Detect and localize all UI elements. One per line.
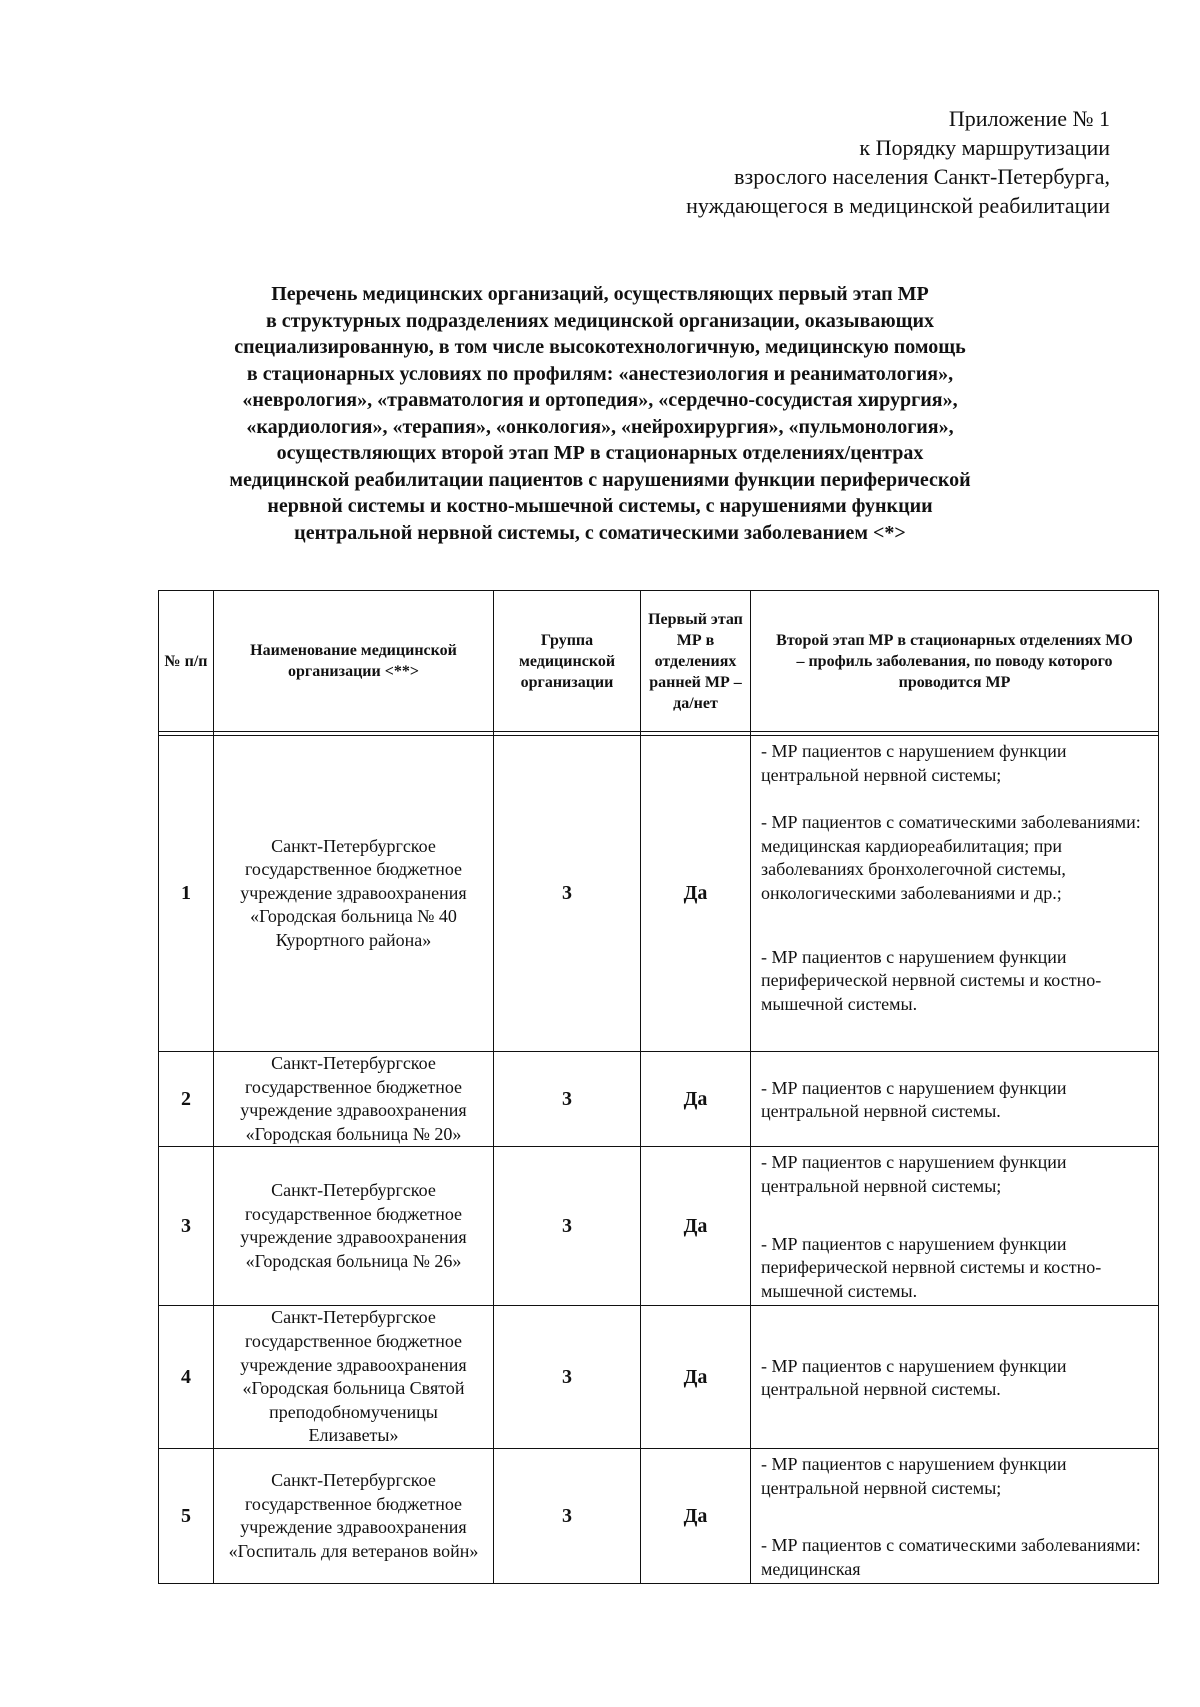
row-second-stage bbox=[751, 1448, 1159, 1583]
stage-item: - МР пациентов с нарушением функции центральной нервной системы. bbox=[761, 1355, 1067, 1400]
title-line: в структурных подразделениях медицинской организации, оказывающих bbox=[265, 309, 935, 332]
stage-item: - МР пациентов с нарушением функции центральной нервной системы. bbox=[761, 1077, 1067, 1122]
row-org: Санкт-Петербургское государственное бюджетное учреждение здравоохранения «Городская больница № 26» bbox=[214, 1147, 494, 1306]
title-line: нервной системы и костно-мышечной системы, с нарушениями функции bbox=[267, 495, 933, 517]
stage-item: - МР пациентов с соматическими заболеваниями: медицинская кардиореабилитация; при заболеваниях бронхолегочной системы, онкологическими заболеваниями и др.; bbox=[761, 812, 1141, 903]
header-second-stage: Второй этап МР в стационарных отделениях МО – профиль заболевания, по поводу которого проводится МР bbox=[751, 591, 1159, 732]
row-group: 3 bbox=[494, 1052, 641, 1147]
row-second-stage bbox=[751, 1147, 1159, 1306]
title-line: медицинской реабилитации пациентов с нарушениями функции периферической bbox=[229, 468, 971, 491]
row-first-stage: Да bbox=[641, 1052, 751, 1147]
appendix-header bbox=[686, 104, 1110, 220]
document-title bbox=[150, 281, 1050, 546]
row-first-stage: Да bbox=[641, 1448, 751, 1583]
row-num: 2 bbox=[159, 1052, 214, 1147]
row-group: 3 bbox=[494, 1306, 641, 1449]
stage-item: - МР пациентов с нарушением функции центральной нервной системы; bbox=[761, 1453, 1067, 1498]
row-first-stage: Да bbox=[641, 1306, 751, 1449]
row-first-stage: Да bbox=[641, 1147, 751, 1306]
appendix-line: нуждающегося в медицинской реабилитации bbox=[686, 193, 1110, 218]
header-first-stage: Первый этап МР в отделениях ранней МР – да/нет bbox=[641, 591, 751, 732]
stage-item: - МР пациентов с нарушением функции периферической нервной системы и костно-мышечной системы. bbox=[761, 946, 1102, 1014]
row-num: 3 bbox=[159, 1147, 214, 1306]
header-num: № п/п bbox=[159, 591, 214, 732]
row-num: 4 bbox=[159, 1306, 214, 1449]
stage-item: - МР пациентов с соматическими заболеваниями: медицинская bbox=[761, 1535, 1141, 1579]
table-row bbox=[159, 1306, 1159, 1449]
header-group: Группа медицинской организации bbox=[494, 591, 641, 732]
row-second-stage bbox=[751, 736, 1159, 1052]
row-second-stage bbox=[751, 1052, 1159, 1147]
table-row bbox=[159, 1052, 1159, 1147]
appendix-line: к Порядку маршрутизации bbox=[859, 135, 1110, 160]
header-org: Наименование медицинской организации <**> bbox=[214, 591, 494, 732]
row-num: 1 bbox=[159, 736, 214, 1052]
organizations-table bbox=[158, 590, 1159, 1584]
row-org: Санкт-Петербургское государственное бюджетное учреждение здравоохранения «Городская больница Святой преподобномученицы Елизаветы» bbox=[214, 1306, 494, 1449]
title-line: «неврология», «травматология и ортопедия», «сердечно-сосудистая хирургия», bbox=[242, 389, 958, 411]
appendix-line: Приложение № 1 bbox=[948, 106, 1110, 131]
table-header-row bbox=[159, 591, 1159, 732]
row-group: 3 bbox=[494, 1448, 641, 1583]
row-group: 3 bbox=[494, 1147, 641, 1306]
table-row bbox=[159, 736, 1159, 1052]
row-group: 3 bbox=[494, 736, 641, 1052]
row-org: Санкт-Петербургское государственное бюджетное учреждение здравоохранения «Городская больница № 20» bbox=[214, 1052, 494, 1147]
title-line: Перечень медицинских организаций, осуществляющих первый этап МР bbox=[271, 283, 929, 305]
row-second-stage bbox=[751, 1306, 1159, 1449]
row-num: 5 bbox=[159, 1448, 214, 1583]
row-org: Санкт-Петербургское государственное бюджетное учреждение здравоохранения «Госпиталь для ветеранов войн» bbox=[214, 1448, 494, 1583]
row-first-stage: Да bbox=[641, 736, 751, 1052]
title-line: «кардиология», «терапия», «онкология», «нейрохирургия», «пульмонология», bbox=[246, 415, 954, 438]
title-line: в стационарных условиях по профилям: «анестезиология и реаниматология», bbox=[246, 362, 954, 385]
title-line: центральной нервной системы, с соматическими заболеванием <*> bbox=[294, 521, 906, 544]
stage-item: - МР пациентов с нарушением функции периферической нервной системы и костно-мышечной системы. bbox=[761, 1233, 1102, 1301]
row-org: Санкт-Петербургское государственное бюджетное учреждение здравоохранения «Городская больница № 40 Курортного района» bbox=[214, 736, 494, 1052]
stage-item: - МР пациентов с нарушением функции центральной нервной системы; bbox=[761, 741, 1067, 785]
table-row bbox=[159, 1147, 1159, 1306]
title-line: специализированную, в том числе высокотехнологичную, медицинскую помощь bbox=[234, 336, 966, 358]
table-row bbox=[159, 1448, 1159, 1583]
title-line: осуществляющих второй этап МР в стационарных отделениях/центрах bbox=[276, 442, 924, 464]
stage-item: - МР пациентов с нарушением функции центральной нервной системы; bbox=[761, 1152, 1067, 1196]
appendix-line: взрослого населения Санкт-Петербурга, bbox=[734, 164, 1110, 189]
